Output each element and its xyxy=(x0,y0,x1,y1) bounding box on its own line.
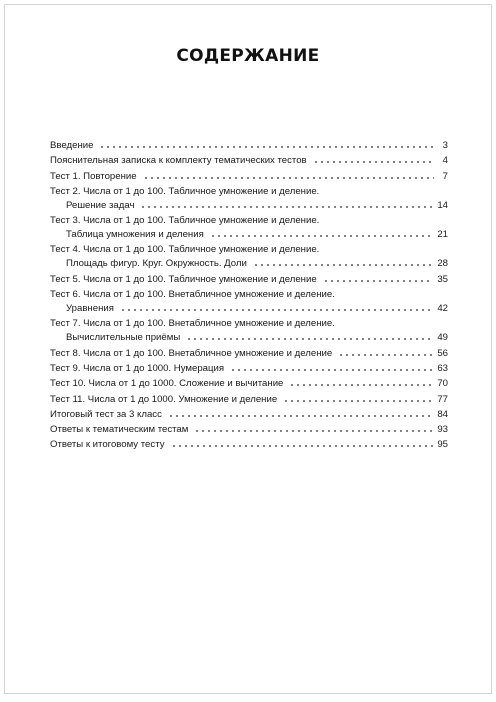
toc-entry-title: Тест 1. Повторение xyxy=(50,170,137,182)
toc-entry xyxy=(50,214,448,242)
toc-entry-subtitle: Площадь фигур. Круг. Окружность. Доли xyxy=(66,258,247,270)
toc-page-number: 56 xyxy=(437,347,448,359)
dot-leader xyxy=(120,302,433,311)
toc-entry-title: Тест 2. Числа от 1 до 100. Табличное умножение и деление. xyxy=(50,185,320,197)
toc-page-number: 93 xyxy=(437,424,448,436)
toc-entry-row xyxy=(50,331,448,345)
toc-entry-title: Итоговый тест за 3 класс xyxy=(50,408,162,420)
dot-leader xyxy=(194,423,433,432)
table-of-contents xyxy=(50,139,448,454)
dot-leader xyxy=(230,362,433,371)
toc-entry-title: Тест 8. Числа от 1 до 100. Внетабличное умножение и деление xyxy=(50,347,333,359)
toc-page-number: 4 xyxy=(442,155,448,167)
toc-page-number: 21 xyxy=(437,229,448,241)
toc-entry-title: Тест 4. Числа от 1 до 100. Табличное умножение и деление. xyxy=(50,244,320,256)
toc-entry-row xyxy=(50,423,448,437)
dot-leader xyxy=(289,377,433,386)
toc-page-number: 35 xyxy=(437,273,448,285)
toc-entry-title: Тест 3. Числа от 1 до 100. Табличное умножение и деление. xyxy=(50,215,320,227)
toc-entry-title: Введение xyxy=(50,140,94,151)
toc-entry-subtitle: Таблица умножения и деления xyxy=(66,229,204,241)
toc-entry-title: Тест 10. Числа от 1 до 1000. Сложение и вычитание xyxy=(50,378,284,390)
dot-leader xyxy=(140,199,433,208)
toc-entry xyxy=(50,377,448,391)
toc-entry-row xyxy=(50,273,448,287)
dot-leader xyxy=(171,438,434,447)
page-title: СОДЕРЖАНИЕ xyxy=(176,46,320,66)
dot-leader xyxy=(313,154,434,163)
toc-entry xyxy=(50,243,448,271)
toc-page-number: 63 xyxy=(437,362,448,374)
toc-entry-row xyxy=(50,302,448,316)
toc-entry-row xyxy=(50,347,448,361)
toc-entry-title: Ответы к итоговому тесту xyxy=(50,439,165,451)
toc-entry xyxy=(50,139,448,153)
dot-leader xyxy=(210,228,434,237)
toc-entry-row xyxy=(50,257,448,271)
dot-leader xyxy=(168,408,433,417)
toc-entry xyxy=(50,408,448,422)
dot-leader xyxy=(323,273,434,282)
toc-entry xyxy=(50,362,448,376)
toc-page-number: 77 xyxy=(437,393,448,405)
toc-entry-row xyxy=(50,408,448,422)
dot-leader xyxy=(253,257,433,266)
toc-entry xyxy=(50,393,448,407)
toc-entry-subtitle: Уравнения xyxy=(66,303,114,315)
toc-page-number: 3 xyxy=(442,140,448,151)
toc-page-number: 49 xyxy=(437,332,448,344)
toc-page-number: 70 xyxy=(437,378,448,390)
toc-entry xyxy=(50,423,448,437)
dot-leader xyxy=(338,347,433,356)
toc-entry xyxy=(50,347,448,361)
toc-entry-row xyxy=(50,139,448,153)
toc-entry-row xyxy=(50,362,448,376)
toc-page-number: 14 xyxy=(437,199,448,211)
toc-entry xyxy=(50,273,448,287)
toc-entry xyxy=(50,185,448,213)
toc-entry-title: Ответы к тематическим тестам xyxy=(50,424,189,436)
toc-entry-title: Пояснительная записка к комплекту тематических тестов xyxy=(50,155,307,167)
toc-entry-title: Тест 11. Числа от 1 до 1000. Умножение и деление xyxy=(50,393,278,405)
dot-leader xyxy=(99,139,434,148)
toc-entry-row xyxy=(50,393,448,407)
toc-entry-row xyxy=(50,154,448,168)
toc-page-number: 7 xyxy=(442,170,448,182)
toc-entry xyxy=(50,288,448,316)
toc-entry-title: Тест 6. Числа от 1 до 100. Внетабличное умножение и деление. xyxy=(50,289,335,301)
toc-page-number: 95 xyxy=(437,439,448,451)
toc-entry-row xyxy=(50,170,448,184)
toc-entry xyxy=(50,170,448,184)
dot-leader xyxy=(283,393,433,402)
toc-entry-title: Тест 9. Числа от 1 до 1000. Нумерация xyxy=(50,362,225,374)
toc-page-number: 28 xyxy=(437,258,448,270)
toc-entry-row xyxy=(50,377,448,391)
toc-entry-subtitle: Решение задач xyxy=(66,199,135,211)
toc-entry-title: Тест 5. Числа от 1 до 100. Табличное умножение и деление xyxy=(50,273,317,285)
dot-leader xyxy=(186,331,433,340)
toc-entry-subtitle: Вычислительные приёмы xyxy=(66,332,181,344)
toc-entry-row xyxy=(50,228,448,242)
toc-entry xyxy=(50,154,448,168)
document-page xyxy=(4,4,492,694)
toc-page-number: 42 xyxy=(437,303,448,315)
toc-page-number: 84 xyxy=(437,408,448,420)
toc-entry xyxy=(50,438,448,452)
toc-entry-row xyxy=(50,199,448,213)
toc-entry-row xyxy=(50,438,448,452)
toc-entry xyxy=(50,317,448,345)
dot-leader xyxy=(143,170,434,179)
toc-entry-title: Тест 7. Числа от 1 до 100. Внетабличное умножение и деление. xyxy=(50,318,335,330)
